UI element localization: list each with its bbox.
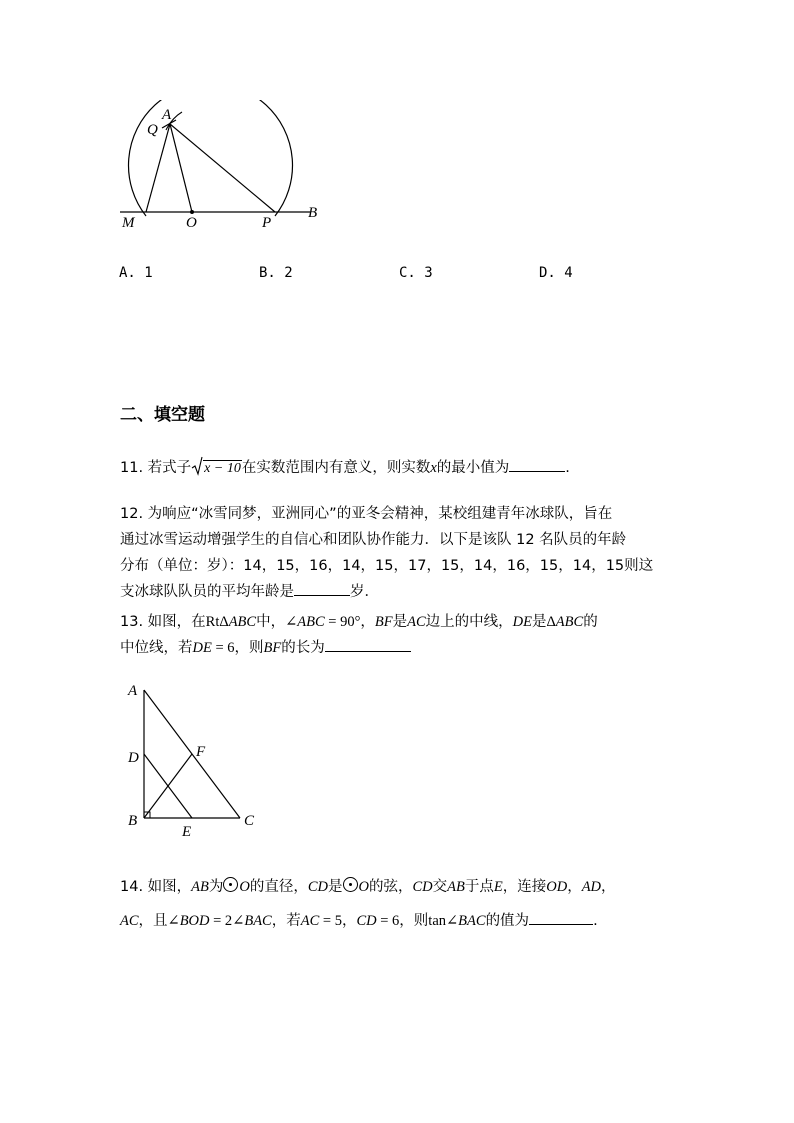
q13-tri2: Δ xyxy=(546,614,556,630)
q12-line1: 12. 为响应“冰雪同梦，亚洲同心”的亚冬会精神，某校组建青年冰球队，旨在 xyxy=(120,506,613,522)
q14-blank[interactable] xyxy=(529,910,593,925)
option-d: D. 4 xyxy=(539,265,573,281)
q12-line4-pre: 支冰球队队员的平均年龄是 xyxy=(120,584,294,600)
q14-t14: 的值为 xyxy=(485,913,530,929)
q14-cd2: CD xyxy=(412,879,433,895)
answer-options xyxy=(0,265,794,285)
q14-t10: ，且 xyxy=(138,913,168,929)
q14-t1: 为 xyxy=(208,879,224,895)
q14-t12: ， xyxy=(341,913,357,929)
q14-o1: O xyxy=(239,879,250,895)
q14-end: . xyxy=(593,913,598,929)
label-Q: Q xyxy=(147,122,158,138)
q14-angle: ∠ xyxy=(167,913,180,929)
question-12 xyxy=(120,501,653,605)
circle-dot-icon xyxy=(223,877,238,892)
q11-mid: 在实数范围内有意义，则实数 xyxy=(241,460,431,476)
q13-t5: 是 xyxy=(531,614,547,630)
q14-eq6: = 6 xyxy=(376,913,400,929)
label-A: A xyxy=(162,107,172,123)
q13-de: DE xyxy=(512,614,532,630)
q14-bac2: BAC xyxy=(458,913,486,929)
option-a: A. 1 xyxy=(119,265,153,281)
q14-od: OD xyxy=(546,879,568,895)
q13-abc3: ABC xyxy=(555,614,584,630)
question-13 xyxy=(120,609,598,661)
q12-line4 xyxy=(120,579,653,605)
q14-line2 xyxy=(120,904,616,938)
q13-eq90: = 90° xyxy=(324,614,361,630)
q13-line1 xyxy=(120,609,598,635)
q13-num: 13. 如图，在 xyxy=(120,614,206,630)
q13-t4: 边上的中线， xyxy=(425,614,513,630)
sqrt-sign-icon xyxy=(191,456,203,476)
label-P: P xyxy=(262,215,272,231)
label-F: F xyxy=(196,744,206,760)
q13-t3: 是 xyxy=(392,614,408,630)
q14-cd: CD xyxy=(307,879,329,895)
q14-bac: BAC xyxy=(244,913,272,929)
option-b: B. 2 xyxy=(259,265,293,281)
q13-ac: AC xyxy=(407,614,426,630)
option-c: C. 3 xyxy=(399,265,433,281)
point-O xyxy=(190,210,194,214)
q13-angle: ∠ xyxy=(285,614,298,630)
q14-t3: 是 xyxy=(328,879,343,895)
q11-blank[interactable] xyxy=(509,457,565,472)
q13-rt: Rt xyxy=(205,614,220,630)
q12-line2: 通过冰雪运动增强学生的自信心和团队协作能力．以下是该队 12 名队员的年龄 xyxy=(120,532,627,548)
q14-ab: AB xyxy=(191,879,209,895)
q11-post: 的最小值为 xyxy=(436,460,510,476)
question-11 xyxy=(120,455,570,482)
q14-ac2: AC xyxy=(300,913,320,929)
q11-radicand: x − 10 xyxy=(204,461,241,476)
q14-t8: ， xyxy=(567,879,582,895)
q13-abc2: ABC xyxy=(297,614,325,630)
q13-bf: BF xyxy=(374,614,393,630)
label-C: C xyxy=(244,813,255,829)
q14-tan: tan xyxy=(428,913,447,929)
q13-line2 xyxy=(120,635,598,661)
q14-ab2: AB xyxy=(447,879,465,895)
q11-end: . xyxy=(565,460,570,476)
q11-sqrt xyxy=(191,455,242,482)
q14-t9: ， xyxy=(601,879,616,895)
q14-t13: ，则 xyxy=(399,913,429,929)
line-AP xyxy=(170,124,275,212)
q14-t11: ，若 xyxy=(271,913,301,929)
q14-eq5: = 5 xyxy=(319,913,342,929)
q14-bod: BOD xyxy=(179,913,210,929)
q14-t6: 于点 xyxy=(464,879,494,895)
q12-blank[interactable] xyxy=(294,581,350,596)
q14-t7: ，连接 xyxy=(502,879,547,895)
q13-abc: ABC xyxy=(228,614,257,630)
q14-angle3: ∠ xyxy=(446,913,459,929)
label-O: O xyxy=(186,215,197,231)
q14-angle2: ∠ xyxy=(232,913,245,929)
label-M: M xyxy=(122,215,135,231)
q12-line4-post: 岁． xyxy=(350,584,379,600)
q14-cd3: CD xyxy=(356,913,377,929)
label-D: D xyxy=(128,750,139,766)
section-title: 二、填空题 xyxy=(120,405,205,425)
q13-bf2: BF xyxy=(263,640,282,656)
label-B: B xyxy=(128,813,138,829)
q13-t1: 中， xyxy=(256,614,286,630)
q13-t6: 的 xyxy=(583,614,598,630)
circle-dot-icon xyxy=(343,877,358,892)
figure-semicircle xyxy=(110,100,340,240)
q11-pre: 若式子 xyxy=(147,460,192,476)
q14-t4: 的弦， xyxy=(369,879,413,895)
q14-t5: 交 xyxy=(432,879,448,895)
q14-num: 14. 如图， xyxy=(120,879,192,895)
q11-num: 11. xyxy=(120,460,144,476)
q13-eq6: = 6 xyxy=(211,640,235,656)
figure-triangle xyxy=(120,680,270,840)
line-AO xyxy=(170,124,192,212)
q14-e: E xyxy=(493,879,503,895)
q14-ac: AC xyxy=(120,913,139,929)
q13-blank[interactable] xyxy=(325,637,411,652)
question-14 xyxy=(120,870,616,938)
q14-line1 xyxy=(120,870,616,904)
q14-eq2: = 2 xyxy=(209,913,233,929)
q13-t8: 的长为 xyxy=(281,640,325,656)
q13-de2: DE xyxy=(192,640,212,656)
label-E: E xyxy=(182,824,192,840)
q13-tri: Δ xyxy=(219,614,229,630)
label-A: A xyxy=(128,683,138,699)
label-B: B xyxy=(308,205,318,221)
q13-line2-pre: 中位线，若 xyxy=(120,640,193,656)
q13-t2: ， xyxy=(360,614,375,630)
q14-t2: 的直径， xyxy=(249,879,308,895)
q14-o2: O xyxy=(358,879,370,895)
q14-ad: AD xyxy=(581,879,602,895)
q12-line3: 分布（单位：岁）：14，15，16，14，15，17，15，14，16，15，14，15则这 xyxy=(120,558,654,574)
q13-t7: ，则 xyxy=(234,640,264,656)
q11-var: x xyxy=(430,460,437,476)
